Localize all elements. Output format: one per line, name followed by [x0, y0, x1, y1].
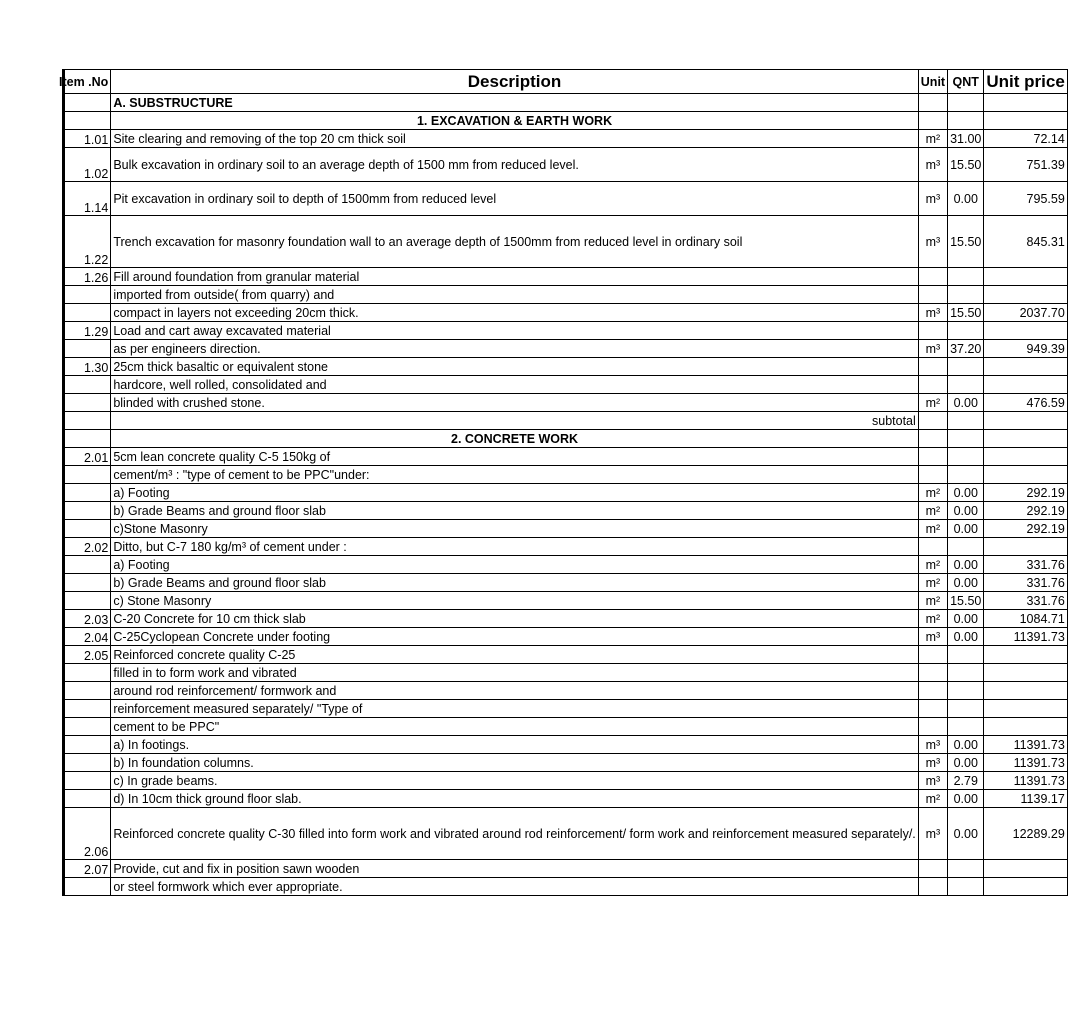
- unit-price-cell: [984, 718, 1067, 736]
- description-cell: Fill around foundation from granular material: [111, 268, 918, 286]
- unit-cell: m³: [918, 216, 947, 268]
- item-no-cell: [64, 754, 111, 772]
- unit-price-cell: 11391.73: [984, 754, 1067, 772]
- table-row: [64, 772, 1068, 790]
- item-no-cell: [64, 700, 111, 718]
- table-row: [64, 736, 1068, 754]
- table-row: [64, 754, 1068, 772]
- table-row: [64, 430, 1068, 448]
- description-cell: Reinforced concrete quality C-30 filled into form work and vibrated around rod reinforcement/ form work and reinforcement measured separately/.: [111, 808, 918, 860]
- item-no-cell: 1.02: [64, 148, 111, 182]
- description-cell: a) In footings.: [111, 736, 918, 754]
- unit-price-cell: [984, 322, 1067, 340]
- description-cell: C-25Cyclopean Concrete under footing: [111, 628, 918, 646]
- item-no-cell: [64, 790, 111, 808]
- item-no-cell: 2.06: [64, 808, 111, 860]
- table-row: [64, 592, 1068, 610]
- unit-cell: [918, 268, 947, 286]
- unit-cell: [918, 322, 947, 340]
- qnt-cell: [948, 358, 984, 376]
- description-cell: Site clearing and removing of the top 20 cm thick soil: [111, 130, 918, 148]
- description-cell: Reinforced concrete quality C-25: [111, 646, 918, 664]
- item-no-cell: [64, 664, 111, 682]
- table-row: [64, 718, 1068, 736]
- unit-cell: [918, 682, 947, 700]
- item-no-cell: 1.14: [64, 182, 111, 216]
- description-cell: A. SUBSTRUCTURE: [111, 94, 918, 112]
- qnt-cell: 2.79: [948, 772, 984, 790]
- unit-price-cell: 12289.29: [984, 808, 1067, 860]
- item-no-cell: [64, 286, 111, 304]
- unit-price-cell: 331.76: [984, 556, 1067, 574]
- qnt-cell: 0.00: [948, 736, 984, 754]
- unit-price-cell: [984, 646, 1067, 664]
- qnt-cell: 15.50: [948, 592, 984, 610]
- qnt-cell: [948, 430, 984, 448]
- table-row: [64, 646, 1068, 664]
- table-row: [64, 448, 1068, 466]
- unit-price-cell: [984, 112, 1067, 130]
- item-no-cell: 1.26: [64, 268, 111, 286]
- item-no-cell: 1.30: [64, 358, 111, 376]
- unit-price-cell: 1084.71: [984, 610, 1067, 628]
- description-cell: b) Grade Beams and ground floor slab: [111, 502, 918, 520]
- item-no-cell: [64, 592, 111, 610]
- table-row: [64, 700, 1068, 718]
- header-row: [64, 70, 1068, 94]
- unit-cell: [918, 466, 947, 484]
- unit-cell: m²: [918, 556, 947, 574]
- qnt-cell: 0.00: [948, 556, 984, 574]
- item-no-cell: [64, 484, 111, 502]
- item-no-cell: [64, 556, 111, 574]
- unit-price-cell: [984, 664, 1067, 682]
- unit-cell: [918, 860, 947, 878]
- description-cell: cement/m³ : "type of cement to be PPC"under:: [111, 466, 918, 484]
- description-cell: 2. CONCRETE WORK: [111, 430, 918, 448]
- unit-price-cell: [984, 286, 1067, 304]
- description-cell: reinforcement measured separately/ "Type of: [111, 700, 918, 718]
- qnt-cell: 0.00: [948, 182, 984, 216]
- qnt-cell: [948, 466, 984, 484]
- bill-of-quantities-table: [59, 69, 1068, 896]
- qnt-cell: 0.00: [948, 502, 984, 520]
- table-row: [64, 556, 1068, 574]
- unit-price-cell: 11391.73: [984, 772, 1067, 790]
- table-row: [64, 358, 1068, 376]
- item-no-cell: [64, 394, 111, 412]
- unit-cell: [918, 700, 947, 718]
- unit-cell: [918, 112, 947, 130]
- unit-cell: m³: [918, 808, 947, 860]
- item-no-cell: 2.03: [64, 610, 111, 628]
- unit-cell: [918, 376, 947, 394]
- description-cell: d) In 10cm thick ground floor slab.: [111, 790, 918, 808]
- unit-cell: m³: [918, 736, 947, 754]
- item-no-cell: 1.29: [64, 322, 111, 340]
- header-item-no: Item .No: [64, 70, 111, 94]
- description-cell: filled in to form work and vibrated: [111, 664, 918, 682]
- item-no-cell: [64, 376, 111, 394]
- unit-cell: [918, 718, 947, 736]
- item-no-cell: [64, 466, 111, 484]
- qnt-cell: [948, 412, 984, 430]
- unit-price-cell: [984, 376, 1067, 394]
- qnt-cell: [948, 664, 984, 682]
- unit-price-cell: 845.31: [984, 216, 1067, 268]
- header-description: Description: [111, 70, 918, 94]
- unit-price-cell: 72.14: [984, 130, 1067, 148]
- unit-cell: [918, 358, 947, 376]
- header-qnt: QNT: [948, 70, 984, 94]
- unit-price-cell: [984, 358, 1067, 376]
- table-row: [64, 682, 1068, 700]
- unit-cell: m²: [918, 610, 947, 628]
- qnt-cell: 0.00: [948, 628, 984, 646]
- table-row: [64, 322, 1068, 340]
- unit-cell: m²: [918, 790, 947, 808]
- unit-cell: [918, 878, 947, 896]
- description-cell: C-20 Concrete for 10 cm thick slab: [111, 610, 918, 628]
- item-no-cell: [64, 502, 111, 520]
- unit-cell: [918, 664, 947, 682]
- unit-price-cell: [984, 682, 1067, 700]
- qnt-cell: [948, 112, 984, 130]
- table-row: [64, 664, 1068, 682]
- qnt-cell: 0.00: [948, 574, 984, 592]
- table-row: [64, 112, 1068, 130]
- unit-price-cell: [984, 448, 1067, 466]
- qnt-cell: 0.00: [948, 610, 984, 628]
- unit-price-cell: 11391.73: [984, 736, 1067, 754]
- unit-price-cell: 331.76: [984, 592, 1067, 610]
- unit-cell: m³: [918, 628, 947, 646]
- item-no-cell: 1.01: [64, 130, 111, 148]
- description-cell: around rod reinforcement/ formwork and: [111, 682, 918, 700]
- header-unit: Unit: [918, 70, 947, 94]
- description-cell: a) Footing: [111, 484, 918, 502]
- unit-cell: [918, 94, 947, 112]
- description-cell: or steel formwork which ever appropriate.: [111, 878, 918, 896]
- unit-price-cell: 751.39: [984, 148, 1067, 182]
- unit-cell: m³: [918, 340, 947, 358]
- description-cell: a) Footing: [111, 556, 918, 574]
- table-row: [64, 182, 1068, 216]
- unit-cell: m³: [918, 772, 947, 790]
- qnt-cell: [948, 646, 984, 664]
- qnt-cell: 37.20: [948, 340, 984, 358]
- description-cell: 1. EXCAVATION & EARTH WORK: [111, 112, 918, 130]
- table-row: [64, 484, 1068, 502]
- unit-cell: m³: [918, 304, 947, 322]
- table-row: [64, 268, 1068, 286]
- item-no-cell: [64, 682, 111, 700]
- table-body: [64, 94, 1068, 896]
- item-no-cell: 2.04: [64, 628, 111, 646]
- unit-cell: [918, 538, 947, 556]
- item-no-cell: 1.22: [64, 216, 111, 268]
- unit-cell: [918, 412, 947, 430]
- qnt-cell: 0.00: [948, 394, 984, 412]
- unit-price-cell: 292.19: [984, 484, 1067, 502]
- description-cell: c) In grade beams.: [111, 772, 918, 790]
- table-row: [64, 466, 1068, 484]
- item-no-cell: 2.01: [64, 448, 111, 466]
- description-cell: imported from outside( from quarry) and: [111, 286, 918, 304]
- table-row: [64, 808, 1068, 860]
- qnt-cell: 0.00: [948, 808, 984, 860]
- description-cell: b) In foundation columns.: [111, 754, 918, 772]
- item-no-cell: [64, 736, 111, 754]
- unit-price-cell: 795.59: [984, 182, 1067, 216]
- qnt-cell: 15.50: [948, 216, 984, 268]
- item-no-cell: [64, 94, 111, 112]
- table-row: [64, 628, 1068, 646]
- item-no-cell: [64, 112, 111, 130]
- unit-cell: [918, 646, 947, 664]
- unit-price-cell: [984, 860, 1067, 878]
- qnt-cell: [948, 860, 984, 878]
- unit-cell: m²: [918, 484, 947, 502]
- description-cell: c)Stone Masonry: [111, 520, 918, 538]
- qnt-cell: [948, 286, 984, 304]
- description-cell: Ditto, but C-7 180 kg/m³ of cement under :: [111, 538, 918, 556]
- description-cell: compact in layers not exceeding 20cm thick.: [111, 304, 918, 322]
- table-row: [64, 574, 1068, 592]
- unit-cell: m³: [918, 182, 947, 216]
- qnt-cell: 0.00: [948, 754, 984, 772]
- unit-price-cell: [984, 700, 1067, 718]
- qnt-cell: [948, 94, 984, 112]
- header-unit-price: Unit price: [984, 70, 1067, 94]
- qnt-cell: 15.50: [948, 304, 984, 322]
- unit-cell: m²: [918, 574, 947, 592]
- qnt-cell: [948, 718, 984, 736]
- unit-cell: m³: [918, 754, 947, 772]
- qnt-cell: 31.00: [948, 130, 984, 148]
- table-row: [64, 502, 1068, 520]
- table-row: [64, 412, 1068, 430]
- item-no-cell: 2.02: [64, 538, 111, 556]
- unit-price-cell: 1139.17: [984, 790, 1067, 808]
- description-cell: blinded with crushed stone.: [111, 394, 918, 412]
- description-cell: Bulk excavation in ordinary soil to an average depth of 1500 mm from reduced level.: [111, 148, 918, 182]
- table-row: [64, 304, 1068, 322]
- unit-cell: [918, 448, 947, 466]
- table-row: [64, 340, 1068, 358]
- table-row: [64, 130, 1068, 148]
- table-row: [64, 286, 1068, 304]
- unit-cell: m²: [918, 592, 947, 610]
- description-cell: hardcore, well rolled, consolidated and: [111, 376, 918, 394]
- table-row: [64, 790, 1068, 808]
- description-cell: as per engineers direction.: [111, 340, 918, 358]
- qnt-cell: 0.00: [948, 790, 984, 808]
- description-cell: 5cm lean concrete quality C-5 150kg of: [111, 448, 918, 466]
- description-cell: c) Stone Masonry: [111, 592, 918, 610]
- item-no-cell: 2.07: [64, 860, 111, 878]
- qnt-cell: 15.50: [948, 148, 984, 182]
- table-row: [64, 538, 1068, 556]
- table-row: [64, 520, 1068, 538]
- unit-cell: m²: [918, 520, 947, 538]
- item-no-cell: [64, 304, 111, 322]
- table-row: [64, 216, 1068, 268]
- qnt-cell: [948, 878, 984, 896]
- unit-price-cell: 11391.73: [984, 628, 1067, 646]
- unit-price-cell: 292.19: [984, 520, 1067, 538]
- item-no-cell: 2.05: [64, 646, 111, 664]
- description-cell: cement to be PPC": [111, 718, 918, 736]
- unit-cell: m²: [918, 394, 947, 412]
- item-no-cell: [64, 340, 111, 358]
- description-cell: b) Grade Beams and ground floor slab: [111, 574, 918, 592]
- description-cell: Load and cart away excavated material: [111, 322, 918, 340]
- unit-price-cell: [984, 430, 1067, 448]
- unit-price-cell: 331.76: [984, 574, 1067, 592]
- item-no-cell: [64, 878, 111, 896]
- qnt-cell: [948, 700, 984, 718]
- unit-price-cell: [984, 538, 1067, 556]
- description-cell: subtotal: [111, 412, 918, 430]
- description-cell: Pit excavation in ordinary soil to depth of 1500mm from reduced level: [111, 182, 918, 216]
- table-row: [64, 394, 1068, 412]
- table-row: [64, 148, 1068, 182]
- item-no-cell: [64, 412, 111, 430]
- item-no-cell: [64, 718, 111, 736]
- qnt-cell: [948, 448, 984, 466]
- description-cell: Trench excavation for masonry foundation wall to an average depth of 1500mm from reduced level in ordinary soil: [111, 216, 918, 268]
- qnt-cell: [948, 268, 984, 286]
- unit-price-cell: 476.59: [984, 394, 1067, 412]
- unit-cell: m²: [918, 130, 947, 148]
- unit-price-cell: [984, 878, 1067, 896]
- unit-cell: [918, 430, 947, 448]
- qnt-cell: 0.00: [948, 520, 984, 538]
- qnt-cell: 0.00: [948, 484, 984, 502]
- unit-cell: [918, 286, 947, 304]
- unit-price-cell: 2037.70: [984, 304, 1067, 322]
- unit-price-cell: [984, 412, 1067, 430]
- qnt-cell: [948, 538, 984, 556]
- unit-price-cell: 949.39: [984, 340, 1067, 358]
- table-row: [64, 94, 1068, 112]
- unit-cell: m²: [918, 502, 947, 520]
- item-no-cell: [64, 772, 111, 790]
- unit-price-cell: [984, 94, 1067, 112]
- table-row: [64, 376, 1068, 394]
- table-row: [64, 878, 1068, 896]
- item-no-cell: [64, 574, 111, 592]
- item-no-cell: [64, 520, 111, 538]
- qnt-cell: [948, 322, 984, 340]
- qnt-cell: [948, 376, 984, 394]
- unit-price-cell: [984, 268, 1067, 286]
- table-row: [64, 610, 1068, 628]
- unit-price-cell: [984, 466, 1067, 484]
- qnt-cell: [948, 682, 984, 700]
- unit-cell: m³: [918, 148, 947, 182]
- description-cell: 25cm thick basaltic or equivalent stone: [111, 358, 918, 376]
- item-no-cell: [64, 430, 111, 448]
- unit-price-cell: 292.19: [984, 502, 1067, 520]
- table-row: [64, 860, 1068, 878]
- description-cell: Provide, cut and fix in position sawn wooden: [111, 860, 918, 878]
